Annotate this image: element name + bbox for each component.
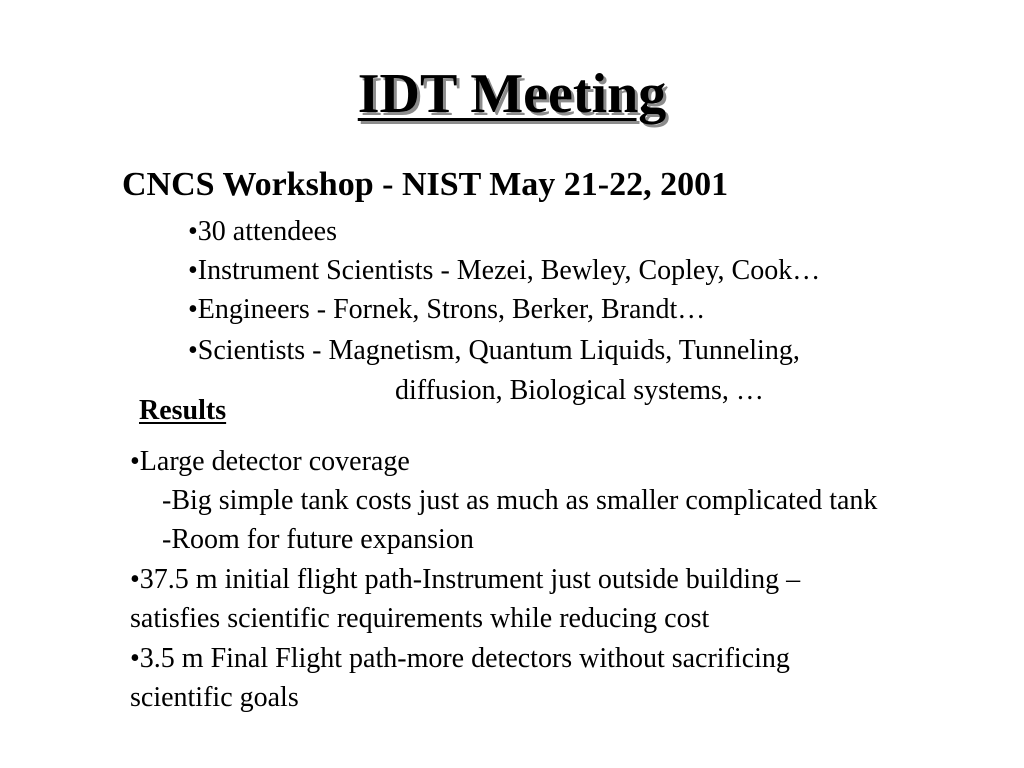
results-bullet-initial-flight-path-continuation: satisfies scientific requirements while reducing cost (130, 603, 710, 634)
results-bullet-detector-coverage: •Large detector coverage (130, 446, 410, 477)
results-subitem-future-expansion: -Room for future expansion (162, 524, 474, 555)
results-heading: Results (139, 395, 227, 426)
workshop-bullet-engineers: •Engineers - Fornek, Strons, Berker, Brandt… (188, 294, 706, 325)
workshop-bullet-attendees: •30 attendees (188, 216, 337, 247)
workshop-bullet-instrument-scientists: •Instrument Scientists - Mezei, Bewley, Copley, Cook… (188, 255, 821, 286)
workshop-bullet-scientists-continuation: diffusion, Biological systems, … (395, 375, 764, 406)
results-bullet-initial-flight-path: •37.5 m initial flight path-Instrument just outside building – (130, 564, 801, 595)
results-subitem-tank-cost: -Big simple tank costs just as much as smaller complicated tank (162, 485, 878, 516)
results-bullet-final-flight-path-continuation: scientific goals (130, 682, 299, 713)
workshop-bullet-scientists: •Scientists - Magnetism, Quantum Liquids, Tunneling, (188, 335, 800, 366)
workshop-subtitle: CNCS Workshop - NIST May 21-22, 2001 (122, 166, 729, 203)
results-bullet-final-flight-path: •3.5 m Final Flight path-more detectors without sacrificing (130, 643, 790, 674)
slide-title: IDT Meeting (357, 63, 667, 125)
